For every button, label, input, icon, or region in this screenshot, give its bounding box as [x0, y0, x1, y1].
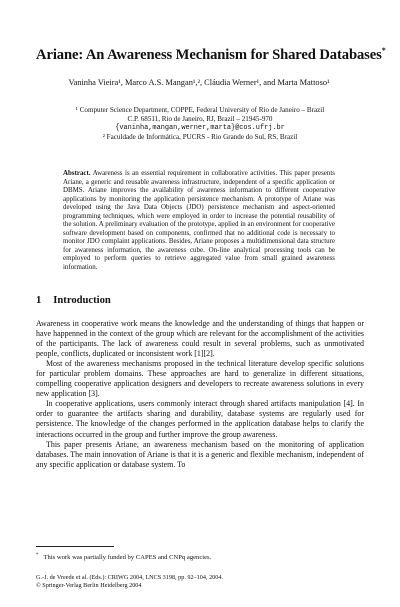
paper-title: [36, 46, 386, 64]
footnote-divider: [36, 546, 114, 547]
body-text: [36, 319, 364, 470]
footnote-mark: *: [36, 553, 39, 558]
title-text: Ariane: An Awareness Mechanism for Shared Databases: [36, 46, 382, 63]
affiliation-line-1: ¹ Computer Science Department, COPPE, Federal University of Rio de Janeiro – Brazil: [75, 106, 325, 114]
footnote-text: This work was partially funded by CAPES and CNPq agencies.: [43, 554, 212, 562]
paragraph: Most of the awareness mechanisms proposed in the technical literature develop specific solutions for particular problem domains. These approaches are hard to generalize in different situations, compelling cooperative application designers and developers to recreate awareness solutions in every new application [3].: [36, 359, 364, 399]
paragraph: Awareness in cooperative work means the knowledge and the understanding of things that happen or have happenned in the context of the group which are relevant for the accomplishment of the activities of the participants. The lack of awareness could result in several problems, such as unmotivated people, conflicts, duplicated or inconsistent work [1][2].: [36, 319, 364, 359]
citation-line: G.-J. de Vreede et al. (Eds.): CRIWG 2004, LNCS 3198, pp. 92–104, 2004.: [36, 574, 224, 581]
affiliation-line-4: ² Faculdade de Informática, PUCRS - Rio Grande do Sul, RS, Brazil: [102, 133, 298, 141]
paragraph: This paper presents Ariane, an awareness mechanism based on the monitoring of application databases. The main innovation of Ariane is that it is a generic and flexible mechanism, independent of any specific application or database system. To: [36, 439, 364, 469]
section-number: 1: [36, 295, 42, 306]
title-footnote-mark: *: [381, 46, 386, 55]
abstract-text: Awareness is an essential requirement in collaborative activities. This paper presents Ariane, a generic and reusable awareness infrastructure, independent of a specific application or DBMS. Ariane improves the availability of awareness information to different cooperative applications by monitoring the application persistence mechanism. A prototype of Ariane was developed using the Java Data Objects (JDO) persistence mechanism and aspect-oriented programming techniques, which were employed in order to increase the potential reusability of the solution. A preliminary evaluation of the prototype, applied in an environment for cooperative software development based on components, confirmed that no additional code is necessary to monitor JDO complaint applications. Besides, Ariane proposes a multidimensional data structure for awareness information, the awareness cube. On-line analytical processing tools can be employed to perform queries to retrieve aggregated value from small grained awareness information.: [63, 169, 335, 272]
abstract-label: Abstract.: [63, 169, 91, 177]
paragraph: In cooperative applications, users commonly interact through shared artifacts manipulation [4]. In order to guarantee the artifacts sharing and durability, database systems are regularly used for persistence. The knowledge of the changes performed in the application database helps to clarify the interactions occurred in the group and further improve the group awareness.: [36, 399, 364, 439]
section-heading: [36, 295, 111, 306]
affiliations: [40, 106, 360, 142]
citation-block: [36, 574, 364, 591]
abstract: [63, 169, 335, 272]
section-title: Introduction: [53, 295, 111, 306]
author-list: Vaninha Vieira¹, Marco A.S. Mangan¹,², Cláudia Werner¹, and Marta Mattoso¹: [68, 78, 330, 87]
copyright-line: © Springer-Verlag Berlin Heidelberg 2004: [36, 582, 142, 590]
affiliation-line-2: C.P. 68511, Rio de Janeiro, RJ, Brazil – 21945-970: [127, 115, 273, 123]
affiliation-emails: {vaninha,mangan,werner,marta}@cos.ufrj.br: [115, 124, 285, 132]
footnote: [36, 553, 364, 561]
